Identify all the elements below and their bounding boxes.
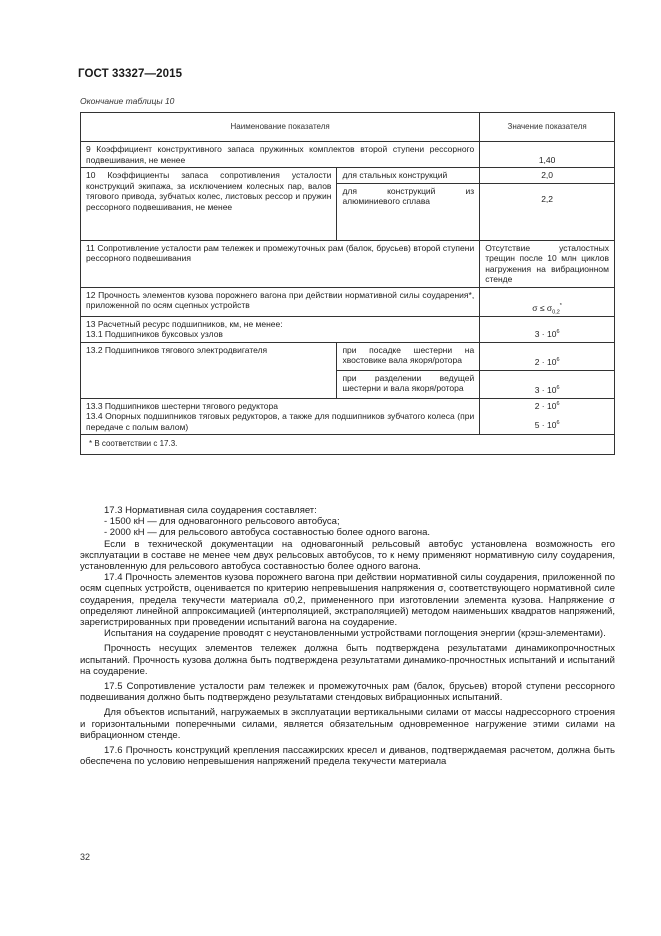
row-10b-value: 2,2: [480, 183, 615, 240]
paragraph: 17.5 Сопротивление усталости рам тележек и промежуточных рам (балок, брусьев) второй ступени рессорного подвешивания должно быть подтверждено результатами стендовых вибрационных испытаний.: [80, 681, 615, 704]
row-13-1-value-exp: 6: [556, 329, 560, 336]
table-header-row: [81, 113, 615, 142]
row-13-1-value: [480, 316, 615, 342]
row-13-3-value: [480, 398, 615, 435]
body-text: [80, 505, 615, 767]
paragraph: Для объектов испытаний, нагружаемых в эксплуатации вертикальными силами от массы надрессорного строения и горизонтальными поперечными силами, является обязательным одновременное нагружение этими силами на вибрационном стенде.: [80, 707, 615, 741]
row-13-2a-value-exp: 6: [556, 357, 560, 364]
row-13-4-value: [485, 420, 609, 431]
row-13-2a-value: [480, 342, 615, 370]
column-header-value: Значение показателя: [480, 113, 615, 142]
row-13-4-value-exp: 6: [556, 420, 560, 427]
row-13-2b-label: при разделении ведущей шестерни и вала якоря/ротора: [337, 370, 480, 398]
paragraph: 17.3 Нормативная сила соударения составляет:: [104, 505, 317, 516]
row-13-3-value-1-base: 2 · 10: [534, 400, 557, 411]
row-12-value-sup: *: [559, 303, 562, 310]
row-13-2b-value-exp: 6: [556, 385, 560, 392]
paragraph: 17.6 Прочность конструкций крепления пассажирских кресел и диванов, подтверждаемая расчетом, должна быть обеспечена по условию непревышения напряжений предела текучести материала: [80, 745, 615, 768]
row-11-value: Отсутствие усталостных трещин после 10 млн циклов нагружения на вибрационном стенде: [480, 240, 615, 287]
table-row: [81, 142, 615, 168]
row-13-2a-value-base: 2 · 10: [534, 357, 557, 367]
table-footnote-row: [81, 435, 615, 455]
row-13-4-title: 13.4 Опорных подшипников тяговых редукторов, а также для подшипников зубчатого колеса (при передаче с полым валом): [86, 411, 475, 432]
table-row: [81, 316, 615, 342]
row-11-name: 11 Сопротивление усталости рам тележек и промежуточных рам (балок, брусьев) второй ступени рессорного подвешивания: [81, 240, 480, 287]
row-13-1-title: 13.1 Подшипников буксовых узлов: [86, 329, 223, 339]
paragraph: 17.4 Прочность элементов кузова порожнего вагона при действии нормативной силы соударения, приложенной по осям сцепных устройств, оценивается по критерию непревышения напряжения σ, соответствующего нормативной силе соударения, предела текучести материала σ0,2, примененного при изготовлении элемента кузова. Напряжение σ определяют линейной аппроксимацией (интерполяцией, экстраполяцией) методом наименьших квадратов напряжений, зарегистрированных при проведении испытаний вагона на соударение.: [80, 572, 615, 629]
table-row: [81, 168, 615, 184]
row-13-3-value-1: [485, 401, 609, 412]
row-13-2b-value-base: 3 · 10: [534, 385, 557, 395]
row-13-2-name: 13.2 Подшипников тягового электродвигателя: [81, 342, 337, 398]
row-9-value: 1,40: [480, 142, 615, 168]
row-13-3-title: 13.3 Подшипников шестерни тягового редуктора: [86, 400, 278, 411]
document-header: ГОСТ 33327—2015: [78, 68, 183, 80]
table-row: [81, 287, 615, 316]
row-12-value: [480, 287, 615, 316]
paragraph: Испытания на соударение проводят с неустановленными устройствами поглощения энергии (крэш-элементами).: [104, 628, 606, 640]
row-13-3-name: [81, 398, 480, 435]
row-10a-value: 2,0: [480, 168, 615, 184]
row-10b-label: для конструкций из алюминиевого сплава: [337, 183, 480, 240]
paragraph: - 2000 кН — для рельсового автобуса составностью более одного вагона.: [104, 527, 431, 539]
table-row: [81, 240, 615, 287]
paragraph: Прочность несущих элементов тележек должна быть подтверждена результатами динамикопрочностных испытаний. Прочность кузова должна быть подтверждена результатами динамико-прочностных испытаний и испытаний на соударение.: [80, 643, 615, 677]
column-header-name: Наименование показателя: [81, 113, 480, 142]
row-13-title: 13 Расчетный ресурс подшипников, км, не менее:: [86, 318, 283, 329]
paragraph: - 1500 кН — для одновагонного рельсового автобуса;: [104, 516, 340, 528]
row-13-3-value-1-exp: 6: [556, 400, 560, 407]
row-13-2b-value: [480, 370, 615, 398]
row-12-value-sub: 0,2: [552, 309, 560, 316]
table-footnote: * В соответствии с 17.3.: [81, 435, 615, 455]
paragraph: Если в технической документации на одновагонный рельсовый автобус установлена возможность его эксплуатации в составе не менее чем двух рельсовых автобусов, то к нему применяют нормативную силу соударения, установленную для рельсового автобуса составностью более одного вагона.: [80, 538, 615, 573]
table-row: [81, 342, 615, 370]
indicators-table: [80, 112, 615, 455]
row-12-name: 12 Прочность элементов кузова порожнего вагона при действии нормативной силы соударения*, приложенной по осям сцепных устройств: [81, 287, 480, 316]
row-13-name: [81, 316, 480, 342]
row-9-name: 9 Коэффициент конструктивного запаса пружинных комплектов второй ступени рессорного подвешивания, не менее: [81, 142, 480, 168]
row-13-4-value-base: 5 · 10: [534, 420, 557, 430]
row-10a-label: для стальных конструкций: [337, 168, 480, 184]
row-10-name: 10 Коэффициенты запаса сопротивления усталости конструкций экипажа, за исключением колесных пар, валов тягового привода, зубчатых колес, листовых рессор и пружин рессорного подвешивания, не менее: [81, 168, 337, 241]
table-row: [81, 398, 615, 435]
page-number: 32: [80, 852, 91, 862]
row-13-2a-label: при посадке шестерни на хвостовике вала якоря/ротора: [337, 342, 480, 370]
row-12-value-main: σ ≤ σ: [532, 303, 553, 313]
table-caption: Окончание таблицы 10: [80, 96, 175, 106]
row-13-1-value-base: 3 · 10: [534, 329, 557, 339]
